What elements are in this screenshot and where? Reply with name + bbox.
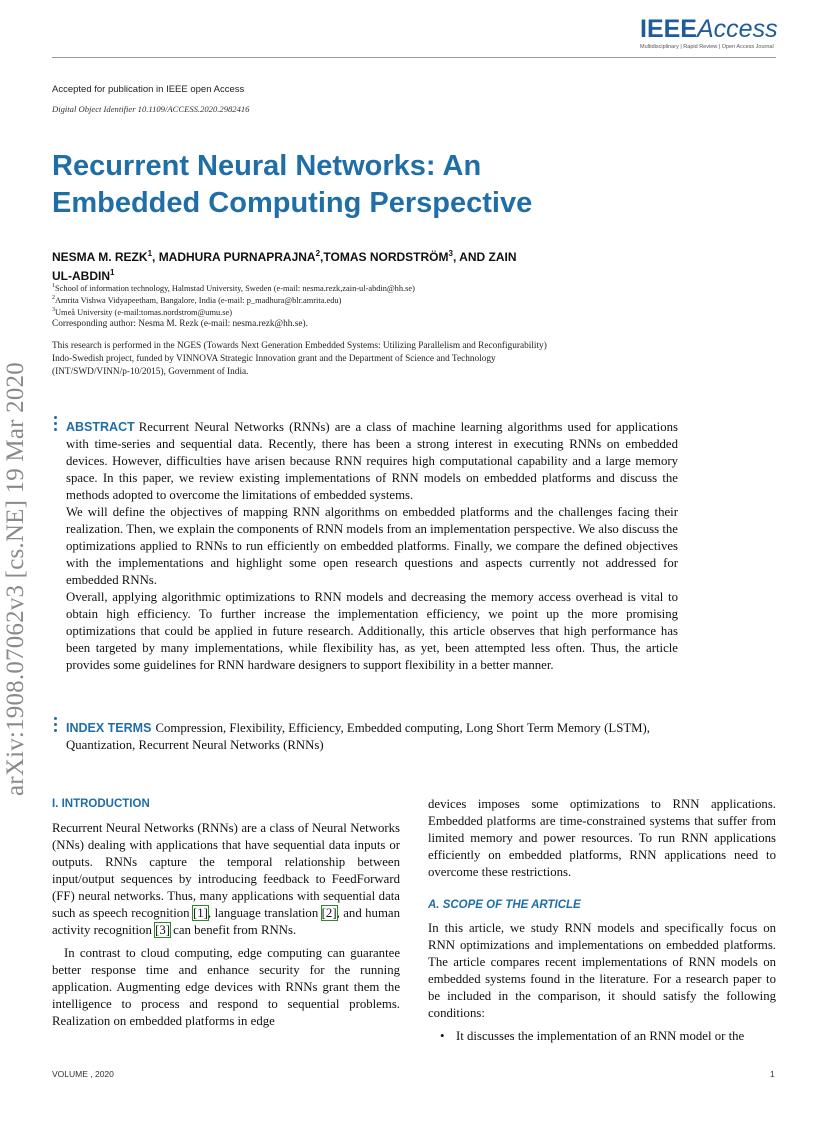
intro-text: can benefit from RNNs. bbox=[169, 923, 297, 937]
affiliation bbox=[52, 293, 652, 306]
left-column bbox=[52, 796, 400, 1030]
intro-paragraph: In contrast to cloud computing, edge computing can guarantee better response time and enhance security for the running application. Augmenting edge devices with RNNs grant them the intelligence to process and respond to sequential problems. Realization on embedded platforms in edge bbox=[52, 946, 400, 1028]
abstract-paragraph: We will define the objectives of mapping RNN algorithms on embedded platforms and the challenges facing their realization. Then, we explain the components of RNN models from an implementation perspective. We also discuss the optimizations applied to RNNs to run efficiently on embedded platforms. Finally, we compare the defined objectives with the implementations and highlight some open research questions and aspects currently not addressed for embedded RNNs. bbox=[66, 505, 678, 587]
affiliation bbox=[52, 305, 652, 318]
header-rule bbox=[52, 57, 776, 58]
index-terms-text: Compression, Flexibility, Efficiency, Embedded computing, Long Short Term Memory (LSTM), Quantization, Recurrent Neural Networks (RNNs) bbox=[66, 721, 650, 752]
right-column bbox=[428, 796, 776, 1045]
intro-text: , language translation bbox=[207, 906, 322, 920]
abstract-paragraph: Overall, applying algorithmic optimizations to RNN models and decreasing the memory access overhead is vital to obtain high efficiency. To further increase the implementation efficiency, we point up the more promising optimizations that could be applied in future research. Additionally, this article observes that high performance has been targeted by many implementations, while flexibility has, as yet, been attempted less often. Thus, the article provides some guidelines for RNN hardware designers to support flexibility in a better manner. bbox=[66, 590, 678, 672]
citation-link[interactable]: [2] bbox=[321, 906, 337, 920]
funding-line: Indo-Swedish project, funded by VINNOVA Strategic Innovation grant and the Department of Science and Technology bbox=[52, 354, 496, 364]
author-sup: 2 bbox=[315, 249, 321, 258]
funding-line: This research is performed in the NGES (Towards Next Generation Embedded Systems: Utilizing Parallelism and Reconfigurability) bbox=[52, 341, 547, 351]
page-number: 1 bbox=[770, 1069, 775, 1079]
paper-title bbox=[52, 148, 772, 222]
footer-volume: VOLUME , 2020 bbox=[52, 1069, 114, 1079]
subsection-heading: A. SCOPE OF THE ARTICLE bbox=[428, 899, 581, 911]
section-heading: I. INTRODUCTION bbox=[52, 798, 150, 810]
index-terms-dots-icon bbox=[54, 717, 58, 735]
index-terms bbox=[66, 720, 678, 754]
logo-access: Access bbox=[696, 15, 778, 43]
affiliation-text: School of information technology, Halmstad University, Sweden (e-mail: nesma.rezk,zain-ul-abdin@hh.se) bbox=[55, 283, 415, 293]
scope-paragraph: In this article, we study RNN models and specifically focus on RNN optimizations and implementations on embedded platforms. The article compares recent implementations of RNN models on embedded systems found in the literature. For a research paper to be included in the comparison, it should satisfy the following conditions: bbox=[428, 921, 776, 1020]
author-sup: 1 bbox=[147, 249, 153, 258]
funding-line: (INT/SWD/VINN/p-10/2015), Government of India. bbox=[52, 367, 249, 377]
author-sup: 1 bbox=[110, 268, 115, 277]
citation-link[interactable]: [3] bbox=[155, 923, 170, 937]
corresponding-author: Corresponding author: Nesma M. Rezk (e-mail: nesma.rezk@hh.se). bbox=[52, 319, 308, 329]
affiliation-text: Umeå University (e-mail:tomas.nordstrom@umu.se) bbox=[55, 307, 233, 317]
author-name: TOMAS NORDSTRÖM bbox=[323, 250, 449, 264]
affiliation bbox=[52, 281, 652, 294]
author-sup: 3 bbox=[448, 249, 453, 258]
author-separator: , AND ZAIN bbox=[452, 250, 517, 264]
index-terms-heading: INDEX TERMS bbox=[66, 721, 152, 735]
author-separator: , bbox=[320, 250, 324, 264]
affiliation-sup: 3 bbox=[52, 307, 55, 313]
funding-note bbox=[52, 340, 672, 379]
doi: Digital Object Identifier 10.1109/ACCESS.2020.2982416 bbox=[52, 104, 250, 114]
accepted-note: Accepted for publication in IEEE open Access bbox=[52, 84, 245, 95]
intro-paragraph: devices imposes some optimizations to RNN applications. Embedded platforms are time-constrained systems that suffer from limited memory and power resources. To run RNN applications efficiently on embedded platforms, RNN applications need to overcome these restrictions. bbox=[428, 797, 776, 879]
author-name: MADHURA PURNAPRAJNA bbox=[158, 250, 316, 264]
author-separator: , bbox=[152, 250, 159, 264]
intro-text: Recurrent Neural Networks (RNNs) are a class of Neural Networks (NNs) dealing with applications that have sequential data inputs or outputs. RNNs capture the temporal relationship between input/output sequences by introducing feedback to FeedForward (FF) neural networks. Thus, many applications with sequential data such as speech recognition bbox=[52, 821, 400, 920]
list-item-text: It discusses the implementation of an RNN model or the bbox=[456, 1029, 745, 1043]
title-line-1: Recurrent Neural Networks: An bbox=[52, 150, 482, 182]
logo-ieee: IEEE bbox=[640, 15, 697, 43]
affiliation-sup: 2 bbox=[52, 295, 55, 301]
author-name: UL-ABDIN bbox=[52, 269, 110, 283]
abstract-heading: ABSTRACT bbox=[66, 420, 135, 434]
bullet-icon: • bbox=[440, 1029, 445, 1043]
author-name: NESMA M. REZK bbox=[52, 250, 148, 264]
author-list bbox=[52, 246, 632, 284]
abstract-dots-icon bbox=[54, 416, 58, 434]
abstract-paragraph: Recurrent Neural Networks (RNNs) are a class of machine learning algorithms used for applications with time-series and sequential data. Recently, there has been a strong interest in executing RNNs on embedded devices. However, difficulties have arisen because RNN requires high computational capability and a large memory space. In this paper, we review existing implementations of RNN models on embedded platforms and discuss the methods adopted to overcome the limitations of embedded systems. bbox=[66, 420, 678, 502]
title-line-2: Embedded Computing Perspective bbox=[52, 187, 533, 219]
list-item bbox=[428, 1028, 776, 1045]
intro-text: , and human activity recognition bbox=[52, 906, 400, 937]
affiliation-sup: 1 bbox=[52, 283, 55, 289]
arxiv-stamp: arXiv:1908.07062v3 [cs.NE] 19 Mar 2020 bbox=[2, 362, 29, 796]
journal-logo bbox=[640, 15, 778, 50]
citation-link[interactable]: [1] bbox=[193, 906, 208, 920]
logo-tagline: Multidisciplinary | Rapid Review | Open Access Journal bbox=[640, 44, 774, 50]
abstract bbox=[66, 419, 678, 674]
affiliation-text: Amrita Vishwa Vidyapeetham, Bangalore, India (e-mail: p_madhura@blr.amrita.edu) bbox=[55, 295, 342, 305]
